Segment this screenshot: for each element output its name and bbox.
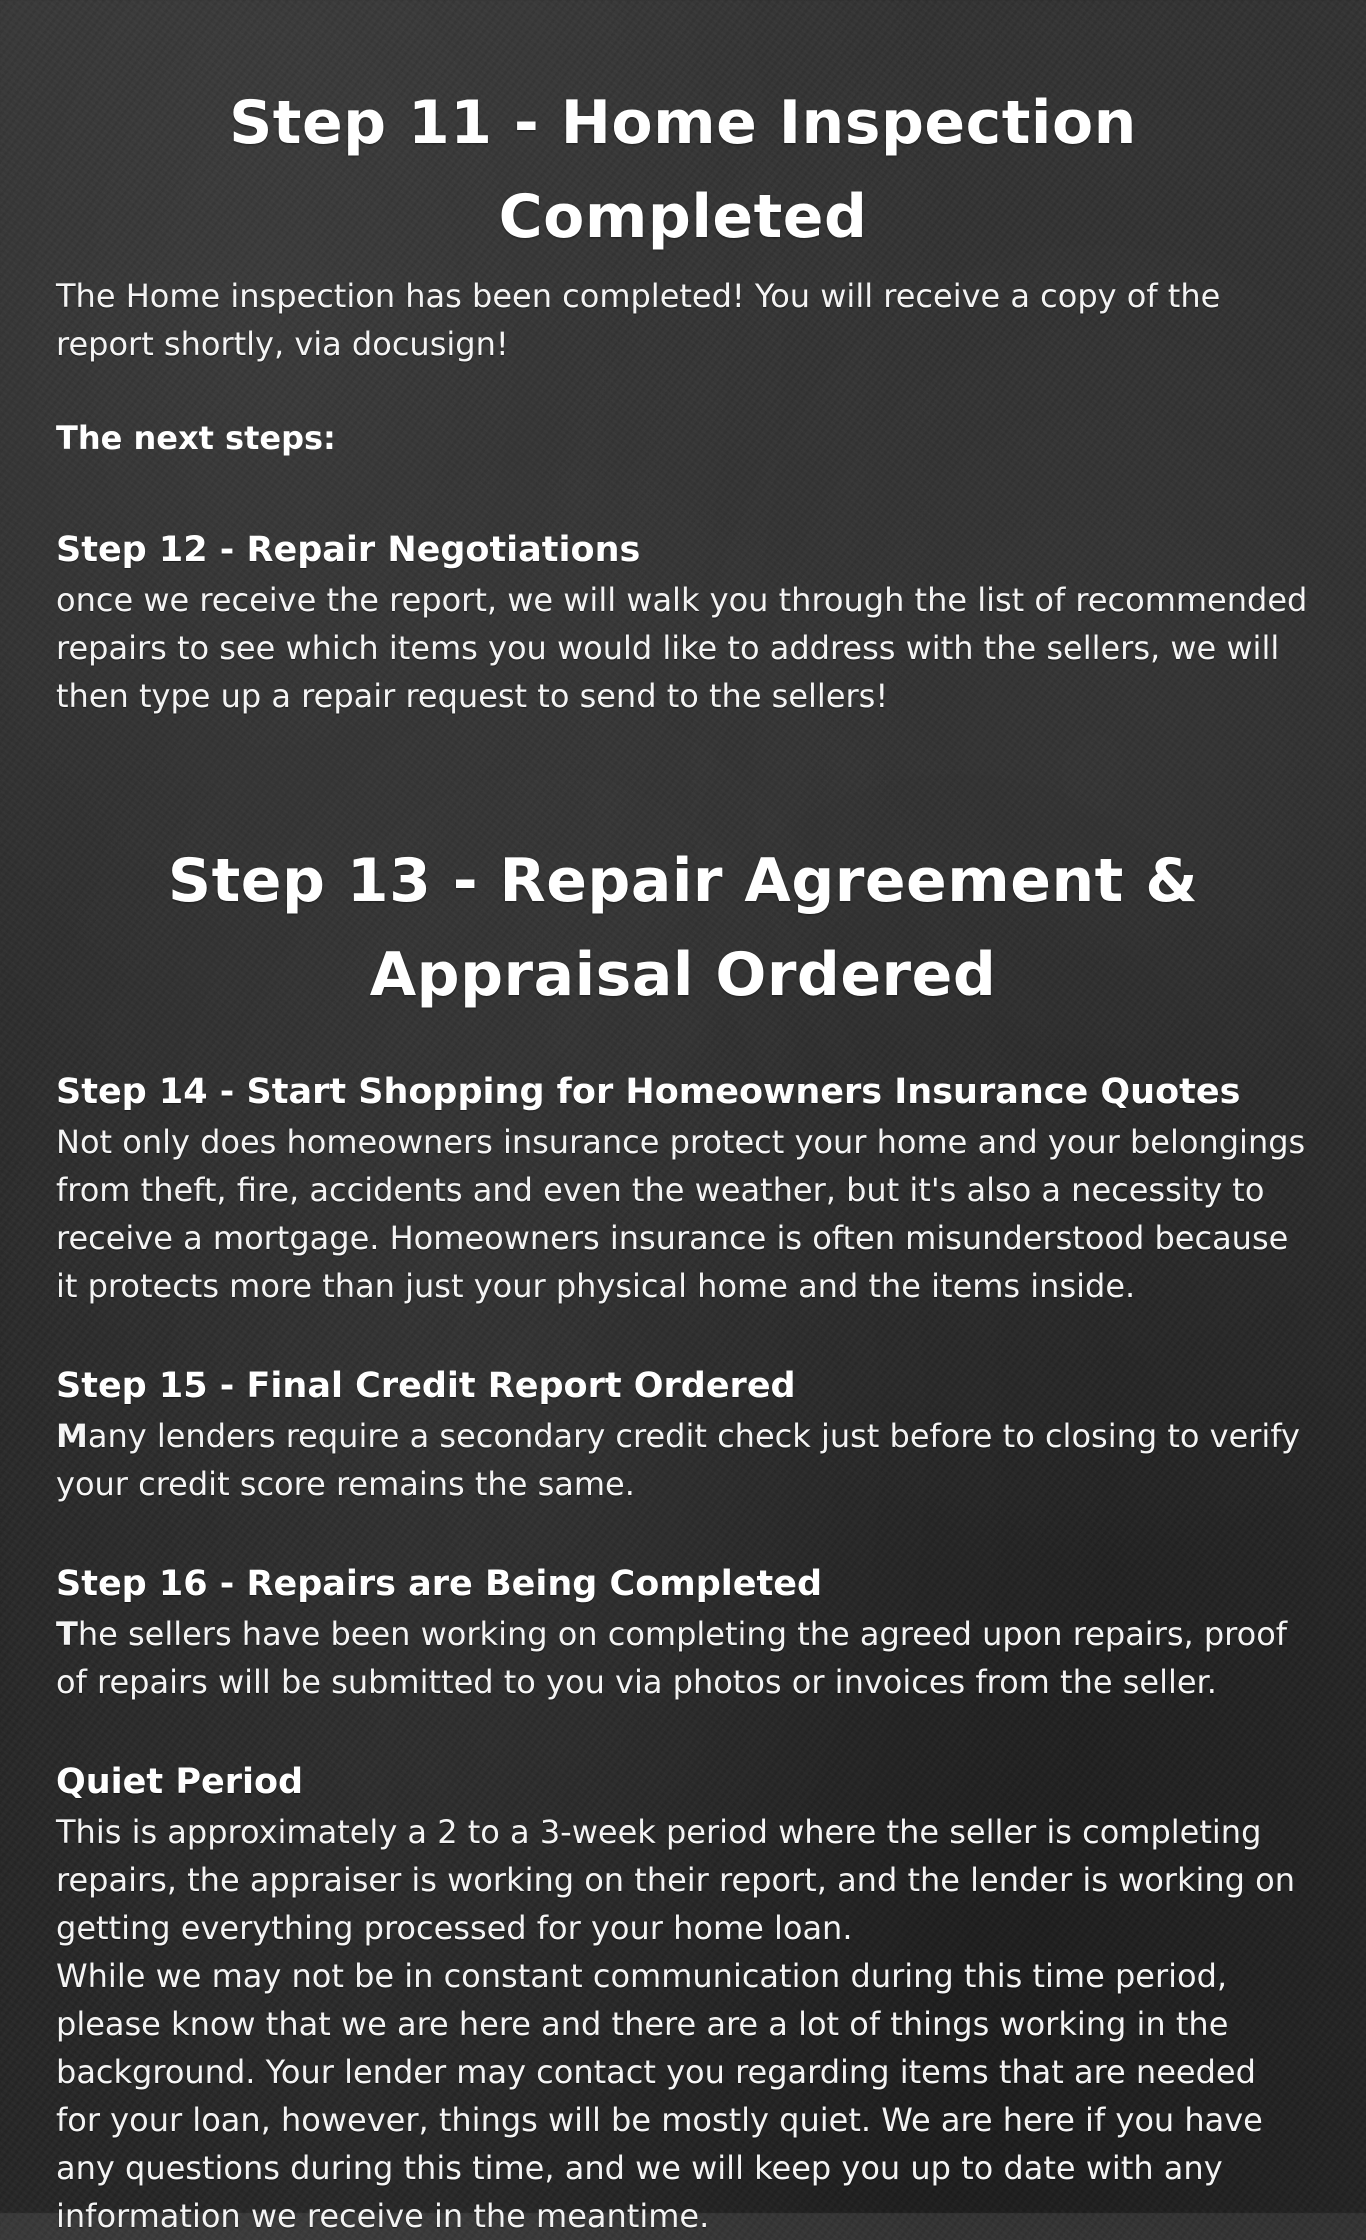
step-15-body-rest: any lenders require a secondary credit check just before to closing to verify your credit score remains the same.	[56, 1417, 1300, 1503]
step-15-body-lead: M	[56, 1417, 88, 1455]
next-steps-label: The next steps:	[56, 419, 336, 457]
step-16-section	[56, 1558, 1310, 1706]
step-14-body: Not only does homeowners insurance protect your home and your belongings from theft, fire, accidents and even the weather, but it's also a necessity to receive a mortgage. Homeowners insurance is often misunderstood because it protects more than just your physical home and the items inside.	[56, 1123, 1306, 1305]
step-15-heading: Step 15 - Final Credit Report Ordered	[56, 1366, 796, 1406]
step-11-intro: The Home inspection has been completed! You will receive a copy of the report shortly, via docusign!	[56, 277, 1221, 363]
step-15-body	[56, 1412, 1310, 1508]
step-13-title: Step 13 - Repair Agreement & Appraisal Ordered	[167, 846, 1199, 1010]
step-16-body	[56, 1610, 1310, 1706]
step-16-heading: Step 16 - Repairs are Being Completed	[56, 1564, 823, 1604]
step-12-section	[56, 524, 1310, 720]
step-14-section	[56, 1066, 1310, 1310]
quiet-period-body-1: This is approximately a 2 to a 3-week period where the seller is completing repairs, the appraiser is working on their report, and the lender is working on getting everything processed for your home loan.	[56, 1813, 1295, 1947]
quiet-period-heading: Quiet Period	[56, 1762, 304, 1802]
quiet-period-section	[56, 1756, 1310, 2240]
step-14-heading: Step 14 - Start Shopping for Homeowners Insurance Quotes	[56, 1072, 1241, 1112]
step-12-body: once we receive the report, we will walk you through the list of recommended repairs to see which items you would like to address with the sellers, we will then type up a repair request to send to the sellers!	[56, 581, 1308, 715]
step-12-heading: Step 12 - Repair Negotiations	[56, 530, 641, 570]
step-16-body-rest: he sellers have been working on completing the agreed upon repairs, proof of repairs will be submitted to you via photos or invoices from the seller.	[56, 1615, 1288, 1701]
step-15-section	[56, 1360, 1310, 1508]
step-11-title: Step 11 - Home Inspection Completed	[229, 88, 1137, 252]
quiet-period-body-2: While we may not be in constant communication during this time period, please know that we are here and there are a lot of things working in the background. Your lender may contact you regarding items that are needed for your loan, however, things will be mostly quiet. We are here if you have any questions during this time, and we will keep you up to date with any information we receive in the meantime.	[56, 1957, 1263, 2235]
step-16-body-lead: T	[56, 1615, 78, 1653]
